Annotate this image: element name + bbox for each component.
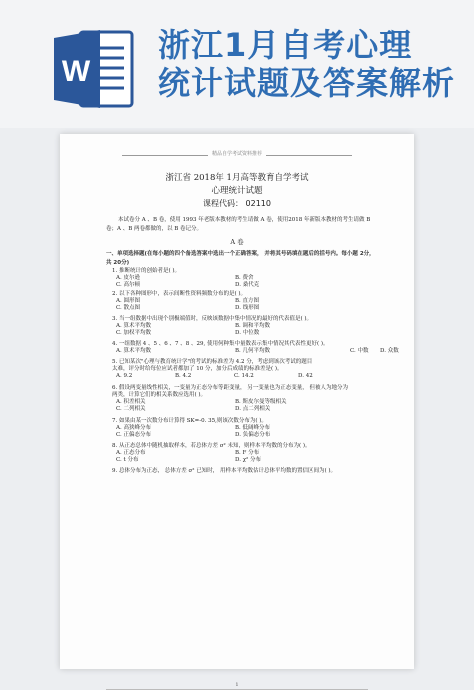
question-text: 6. 假设两变量线性相关，一变量为正态分布等距变量， 另一变量也为正态变量， 但被人为地分为 (112, 385, 348, 391)
course-code: 课程代码： 02110 (203, 199, 271, 208)
question-text: 3. 当一组数据中出现个别极端值时，反映该数据中集中情况的最好的代表值是( )。 (112, 316, 313, 322)
option-a: A. 皮尔逊 (116, 275, 140, 281)
option-b: B. 4.2 (175, 373, 192, 379)
option-a: A. 正态分布 (116, 450, 146, 456)
option-a: A. 高狭峰分布 (116, 425, 151, 431)
option-c: C. 14.2 (234, 373, 254, 379)
option-c: C. 正偏态分布 (116, 432, 152, 438)
word-icon-letter: W (61, 55, 91, 88)
question-1 (112, 268, 382, 289)
question-text: 1. 推断统计的创始者是( )。 (112, 268, 181, 274)
exam-subject: 心理统计试题 (211, 186, 263, 196)
option-c: C. 中数 (350, 348, 369, 354)
question-text: 4. 一组数据 4 、5 、6 、7 、8 、29, 使用何种集中量数表示集中情况其代表性更好( )。 (112, 341, 329, 347)
header-tag (60, 150, 414, 157)
exam-instructions: 本试卷分 A 、B 卷，使用 1993 年老版本教材的考生请做 A 卷，使用2018 年新版本教材的考生请做 B 卷；A 、B 两卷都做的，以 B 卷记分。 (106, 217, 371, 232)
option-d: D. 点二列相关 (235, 406, 271, 412)
question-text: 2. 以下各种图形中，表示间断性资料频数分布的是( )。 (112, 291, 247, 297)
option-b: B. 调和平均数 (235, 323, 271, 329)
option-a: A. 积差相关 (116, 399, 146, 405)
option-d: D. 桑代克 (235, 282, 260, 288)
option-d: D. 线形图 (235, 305, 260, 311)
question-text-continued: 两类，计算它们的相关系数应选用( )。 (112, 392, 207, 398)
option-c: C. 散点图 (116, 305, 141, 311)
header-tag-text: 精品自学考试资料推荐 (208, 151, 266, 157)
option-b: B. 几何平均数 (235, 348, 271, 354)
question-5 (112, 359, 382, 380)
question-3 (112, 316, 382, 337)
option-c: C. 二列相关 (116, 406, 146, 412)
option-c: C. 高尔顿 (116, 282, 141, 288)
section-title: 一、单项选择题(在每小题的四个备选答案中选出一个正确答案， 并将其号码填在题后的括号内。每小题 2分，共 20分) (106, 251, 375, 266)
question-text: 5. 已知某次"心理与教育统计学"的考试的标准差为 4.2 分，考虑到该次考试的题目 (112, 359, 313, 365)
banner-title-line-2: 统计试题及答案解析 (158, 64, 456, 102)
option-b: B. 低阔峰分布 (235, 425, 271, 431)
option-a: A. 圆形图 (116, 298, 140, 304)
exam-title: 浙江省 2018年 1月高等教育自学考试 (165, 173, 309, 183)
question-text: 7. 如果由某一次数分布计算得 SK=-0. 35,则该次数分布为( )。 (112, 418, 267, 424)
question-text-continued: 太难，评分时给每位应试者都加了 10 分，加分后成绩的标准差是( )。 (112, 366, 283, 372)
option-d: D. 42 (298, 373, 313, 379)
question-text: 8. 从正态总体中随机抽取样本，若总体方差 σ² 未知，则样本平均数的分布为( )。 (112, 443, 311, 449)
question-9 (112, 468, 382, 475)
question-2 (112, 291, 382, 312)
option-d: D. 负偏态分布 (235, 432, 271, 438)
option-d: D. 中位数 (235, 330, 260, 336)
option-a: A. 9.2 (116, 373, 133, 379)
option-d: D. χ² 分布 (235, 457, 261, 463)
option-b: B. F 分布 (235, 450, 260, 456)
volume-label: A 卷 (230, 238, 244, 246)
question-7 (112, 418, 382, 439)
question-8 (112, 443, 382, 464)
word-document-icon (50, 26, 136, 112)
question-text: 9. 总体分布为正态， 总体方差 σ² 已知时， 用样本平均数估计总体平均数的置信区间为( )。 (112, 468, 336, 474)
page-number: 1 (235, 682, 239, 688)
question-4 (112, 341, 399, 355)
header-banner (0, 0, 474, 128)
option-b: B. 直方图 (235, 298, 260, 304)
option-c: C. 加权平均数 (116, 330, 152, 336)
option-c: C. t 分布 (116, 457, 139, 463)
banner-title-line-1: 浙江1月自考心理 (158, 26, 413, 64)
banner-title (158, 26, 468, 102)
option-d: D. 众数 (380, 348, 399, 354)
option-b: B. 费舍 (235, 275, 254, 281)
option-b: B. 斯皮尔曼等级相关 (235, 399, 287, 405)
exam-paper (60, 134, 414, 688)
option-a: A. 算术平均数 (116, 323, 151, 329)
option-a: A. 算术平均数 (116, 348, 151, 354)
question-6 (112, 385, 382, 413)
